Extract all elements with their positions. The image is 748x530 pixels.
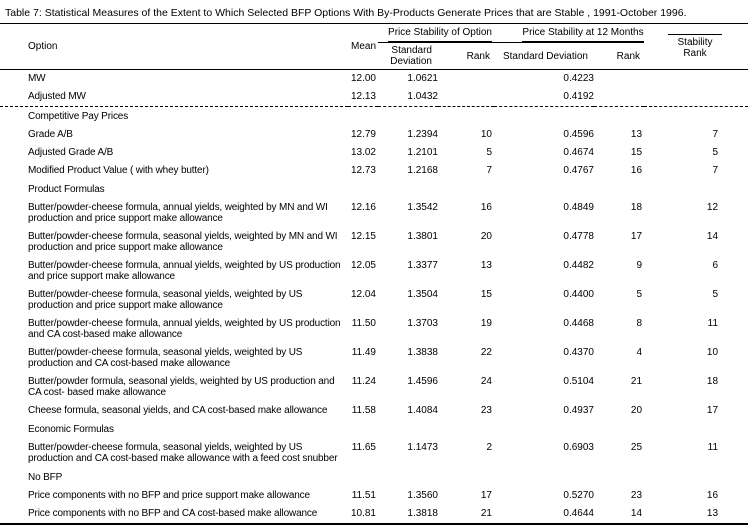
section-label: Economic Formulas (28, 424, 114, 435)
option-cell: Butter/powder-cheese formula, seasonal yields, weighted by US production and CA cost-based make allowance (28, 347, 303, 369)
rank-option-cell (438, 70, 494, 89)
std-deviation-12mo-cell: 0.4192 (494, 88, 594, 107)
rank-option-cell: 15 (480, 289, 492, 300)
stability-rank-cell: 10 (706, 347, 719, 358)
section-row (0, 107, 748, 127)
rank-12mo-cell: 16 (630, 165, 643, 176)
table-row (0, 88, 748, 107)
std-deviation-12mo-cell: 0.4482 (563, 260, 594, 271)
std-deviation-12mo-cell: 0.4223 (563, 73, 594, 84)
rank-12mo-cell (594, 88, 644, 107)
table-row (0, 505, 748, 524)
std-deviation-12mo-cell: 0.4370 (563, 347, 594, 358)
stability-rank-cell (644, 70, 748, 89)
mean-cell: 12.00 (350, 73, 376, 84)
stability-rank-cell: 16 (706, 490, 719, 501)
mean-cell: 12.13 (348, 88, 378, 107)
std-deviation-12mo-cell: 0.4674 (563, 147, 594, 158)
rank-12mo-cell: 9 (636, 260, 643, 271)
table-row (0, 402, 748, 420)
rank-12mo-cell: 15 (630, 147, 643, 158)
section-label: Competitive Pay Prices (28, 111, 129, 122)
rank-option-cell: 21 (480, 508, 492, 519)
mean-cell: 12.04 (350, 289, 376, 300)
mean-cell: 13.02 (350, 147, 376, 158)
rank-option-cell: 22 (480, 347, 492, 358)
rank-option-cell: 13 (480, 260, 492, 271)
table-body (0, 70, 748, 525)
table-row (0, 144, 748, 162)
rank-12mo-cell: 8 (636, 318, 643, 329)
stability-rank-cell: 18 (706, 376, 719, 387)
rank-option-cell: 23 (480, 405, 492, 416)
std-deviation-12mo-cell: 0.5104 (563, 376, 594, 387)
rank-option-cell: 19 (480, 318, 492, 329)
section-row (0, 180, 748, 199)
std-deviation-12mo-cell: 0.4767 (563, 165, 594, 176)
group-header-price-stability-of-option: Price Stability of Option (378, 24, 494, 43)
group-header-price-stability-at-12-months: Price Stability at 12 Months (494, 24, 644, 43)
mean-cell: 12.73 (350, 165, 376, 176)
std-deviation-12mo-cell: 0.4400 (563, 289, 594, 300)
rank-option-cell: 20 (480, 231, 492, 242)
std-deviation-option-cell: 1.2168 (407, 165, 438, 176)
option-cell: Butter/powder-cheese formula, seasonal yields, weighted by US production and price support make allowance (28, 289, 303, 311)
stability-rank-cell (644, 88, 748, 107)
table-row (0, 70, 748, 89)
option-cell: Butter/powder-cheese formula, annual yields, weighted by US production and price support make allowance (28, 260, 341, 282)
std-deviation-12mo-cell: 0.4468 (563, 318, 594, 329)
option-cell: Adjusted Grade A/B (28, 147, 114, 158)
rank-12mo-cell: 14 (630, 508, 643, 519)
std-deviation-option-cell: 1.4084 (407, 405, 438, 416)
std-deviation-option-cell: 1.3542 (407, 202, 438, 213)
mean-cell: 10.81 (350, 508, 376, 519)
table-row (0, 286, 748, 315)
rank-12mo-cell: 20 (630, 405, 643, 416)
rank-12mo-cell: 25 (630, 442, 643, 453)
rank-option-cell (438, 88, 494, 107)
std-deviation-option-cell: 1.3377 (407, 260, 438, 271)
std-deviation-option-cell: 1.2101 (407, 147, 438, 158)
stability-rank-cell: 5 (712, 147, 719, 158)
table-title: Table 7: Statistical Measures of the Extent to Which Selected BFP Options With By-Products Generate Prices that are Stable , 1991-October 1996. (0, 0, 748, 24)
option-cell: Butter/powder-cheese formula, annual yields, weighted by MN and WI production and price support make allowance (28, 202, 328, 224)
rank-option-cell: 7 (486, 165, 492, 176)
mean-cell: 12.16 (350, 202, 376, 213)
mean-cell: 11.49 (351, 347, 376, 358)
rank-option-cell: 2 (486, 442, 492, 453)
std-deviation-12mo-cell: 0.4644 (563, 508, 594, 519)
stability-rank-cell: 12 (706, 202, 719, 213)
std-deviation-option-cell: 1.3703 (407, 318, 438, 329)
std-deviation-12mo-cell: 0.4778 (563, 231, 594, 242)
std-deviation-12mo-cell: 0.6903 (563, 442, 594, 453)
table-row (0, 126, 748, 144)
section-row (0, 468, 748, 487)
std-deviation-option-cell: 1.0432 (378, 88, 438, 107)
column-header-standard-deviation-option: Standard Deviation (378, 43, 438, 70)
column-header-option: Option (0, 24, 348, 70)
std-deviation-option-cell: 1.4596 (407, 376, 438, 387)
std-deviation-option-cell: 1.3504 (407, 289, 438, 300)
table-row (0, 373, 748, 402)
std-deviation-12mo-cell: 0.4937 (563, 405, 594, 416)
statistics-table (0, 24, 748, 525)
rank-12mo-cell: 18 (630, 202, 643, 213)
std-deviation-option-cell: 1.0621 (407, 73, 438, 84)
stability-rank-cell: 14 (706, 231, 719, 242)
rank-option-cell: 17 (480, 490, 492, 501)
section-label: Product Formulas (28, 184, 105, 195)
std-deviation-12mo-cell: 0.5270 (563, 490, 594, 501)
column-header-standard-deviation-12mo: Standard Deviation (494, 43, 594, 70)
table-row (0, 315, 748, 344)
option-cell: Butter/powder-cheese formula, seasonal yields, weighted by MN and WI production and price support make allowance (28, 231, 338, 253)
table-row (0, 199, 748, 228)
column-header-stability-rank: Stability Rank (644, 24, 748, 70)
option-cell: Butter/powder-cheese formula, seasonal yields, weighted by US production and CA cost-based make allowance with a feed cost snubber (28, 442, 338, 464)
mean-cell: 11.50 (351, 318, 376, 329)
table-row (0, 228, 748, 257)
rank-option-cell: 24 (480, 376, 492, 387)
rank-12mo-cell: 21 (630, 376, 643, 387)
rank-option-cell: 5 (486, 147, 492, 158)
std-deviation-option-cell: 1.3801 (407, 231, 438, 242)
table-row (0, 344, 748, 373)
option-cell: Butter/powder formula, seasonal yields, weighted by US production and CA cost- based make allowance (28, 376, 335, 398)
stability-rank-cell: 7 (712, 129, 719, 140)
option-cell: MW (28, 73, 46, 84)
column-header-rank-option: Rank (438, 43, 494, 70)
stability-rank-cell: 11 (707, 318, 719, 329)
table-row (0, 162, 748, 180)
rank-12mo-cell: 23 (630, 490, 643, 501)
option-cell: Butter/powder-cheese formula, annual yields, weighted by US production and CA cost-based make allowance (28, 318, 341, 340)
mean-cell: 12.79 (350, 129, 376, 140)
std-deviation-option-cell: 1.2394 (407, 129, 438, 140)
column-header-rank-12mo: Rank (594, 43, 644, 70)
rank-12mo-cell: 13 (630, 129, 643, 140)
option-cell: Modified Product Value ( with whey butter) (28, 165, 209, 176)
mean-cell: 11.58 (351, 405, 376, 416)
table-row (0, 257, 748, 286)
std-deviation-12mo-cell: 0.4596 (563, 129, 594, 140)
rank-12mo-cell (594, 70, 644, 89)
rank-option-cell: 16 (480, 202, 492, 213)
option-cell: Adjusted MW (0, 88, 348, 107)
std-deviation-12mo-cell: 0.4849 (563, 202, 594, 213)
mean-cell: 12.15 (350, 231, 376, 242)
stability-rank-cell: 17 (706, 405, 719, 416)
stability-rank-cell: 13 (706, 508, 719, 519)
section-row (0, 420, 748, 439)
std-deviation-option-cell: 1.3560 (407, 490, 438, 501)
option-cell: Price components with no BFP and CA cost-based make allowance (28, 508, 318, 519)
stability-rank-cell: 6 (712, 260, 719, 271)
column-header-mean: Mean (348, 24, 378, 70)
stability-rank-cell: 7 (712, 165, 719, 176)
mean-cell: 11.24 (351, 376, 376, 387)
rank-option-cell: 10 (480, 129, 492, 140)
std-deviation-option-cell: 1.3818 (407, 508, 438, 519)
std-deviation-option-cell: 1.3838 (407, 347, 438, 358)
table-header (0, 24, 748, 70)
std-deviation-option-cell: 1.1473 (407, 442, 438, 453)
table-row (0, 439, 748, 468)
stability-rank-cell: 11 (707, 442, 719, 453)
mean-cell: 11.51 (351, 490, 376, 501)
rank-12mo-cell: 17 (630, 231, 643, 242)
section-label: No BFP (28, 472, 63, 483)
mean-cell: 11.65 (351, 442, 376, 453)
stability-rank-cell: 5 (712, 289, 719, 300)
option-cell: Grade A/B (28, 129, 73, 140)
rank-12mo-cell: 5 (636, 289, 643, 300)
mean-cell: 12.05 (350, 260, 376, 271)
rank-12mo-cell: 4 (636, 347, 643, 358)
option-cell: Cheese formula, seasonal yields, and CA cost-based make allowance (28, 405, 328, 416)
table-row (0, 487, 748, 505)
option-cell: Price components with no BFP and price support make allowance (28, 490, 310, 501)
